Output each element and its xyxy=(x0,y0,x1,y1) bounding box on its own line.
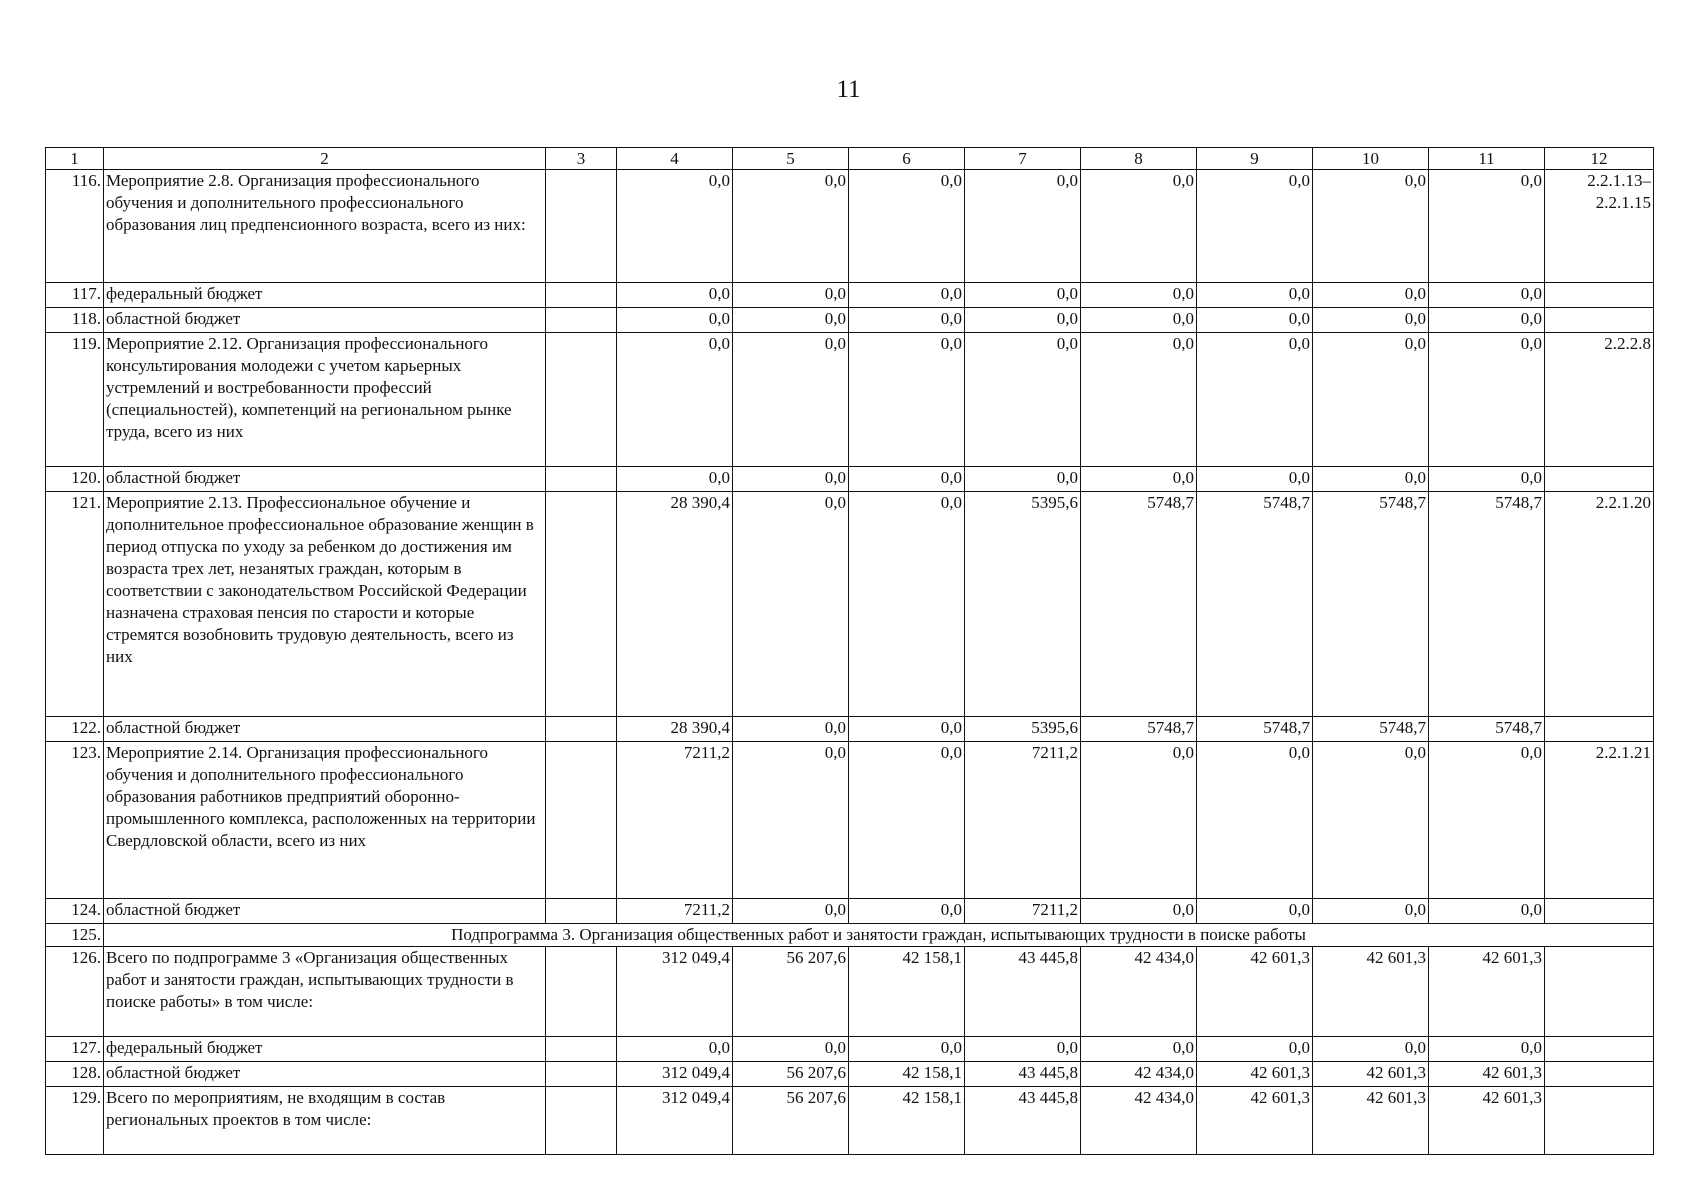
value-cell: 312 049,4 xyxy=(617,1087,733,1155)
value-cell: 0,0 xyxy=(1429,308,1545,333)
value-cell: 0,0 xyxy=(1429,1037,1545,1062)
value-cell: 42 158,1 xyxy=(849,947,965,1037)
value-cell: 0,0 xyxy=(1081,283,1197,308)
value-cell: 0,0 xyxy=(1081,308,1197,333)
value-cell: 0,0 xyxy=(617,283,733,308)
row-col3 xyxy=(546,742,617,899)
value-cell: 43 445,8 xyxy=(965,947,1081,1037)
value-cell: 42 601,3 xyxy=(1313,947,1429,1037)
value-cell: 5748,7 xyxy=(1313,492,1429,717)
row-name: областной бюджет xyxy=(104,1062,546,1087)
header-cell: 5 xyxy=(733,148,849,170)
row-number: 122. xyxy=(46,717,104,742)
value-cell: 0,0 xyxy=(1081,333,1197,467)
header-cell: 6 xyxy=(849,148,965,170)
row-name: областной бюджет xyxy=(104,308,546,333)
value-cell: 0,0 xyxy=(849,717,965,742)
value-cell: 0,0 xyxy=(1197,170,1313,283)
value-cell: 0,0 xyxy=(733,170,849,283)
value-cell: 42 601,3 xyxy=(1197,1062,1313,1087)
header-cell: 8 xyxy=(1081,148,1197,170)
target-cell xyxy=(1545,947,1654,1037)
value-cell: 0,0 xyxy=(1197,1037,1313,1062)
row-number: 118. xyxy=(46,308,104,333)
table-row xyxy=(46,283,1654,308)
value-cell: 42 434,0 xyxy=(1081,947,1197,1037)
value-cell: 0,0 xyxy=(1197,467,1313,492)
value-cell: 0,0 xyxy=(849,1037,965,1062)
row-number: 125. xyxy=(46,924,104,947)
row-name: Мероприятие 2.8. Организация профессионального обучения и дополнительного профессионального образования лиц предпенсионного возраста, всего из них: xyxy=(104,170,546,283)
value-cell: 0,0 xyxy=(1313,283,1429,308)
target-cell xyxy=(1545,467,1654,492)
value-cell: 5748,7 xyxy=(1197,492,1313,717)
value-cell: 28 390,4 xyxy=(617,492,733,717)
header-cell: 11 xyxy=(1429,148,1545,170)
target-cell xyxy=(1545,717,1654,742)
row-name: областной бюджет xyxy=(104,899,546,924)
table-row xyxy=(46,1087,1654,1155)
value-cell: 42 158,1 xyxy=(849,1087,965,1155)
row-col3 xyxy=(546,283,617,308)
value-cell: 0,0 xyxy=(1313,1037,1429,1062)
value-cell: 0,0 xyxy=(1313,742,1429,899)
value-cell: 312 049,4 xyxy=(617,947,733,1037)
table-row xyxy=(46,1037,1654,1062)
value-cell: 5748,7 xyxy=(1081,717,1197,742)
value-cell: 0,0 xyxy=(1313,899,1429,924)
value-cell: 0,0 xyxy=(965,170,1081,283)
value-cell: 0,0 xyxy=(965,333,1081,467)
row-number: 119. xyxy=(46,333,104,467)
table-row xyxy=(46,742,1654,899)
value-cell: 7211,2 xyxy=(617,899,733,924)
table-row xyxy=(46,492,1654,717)
value-cell: 56 207,6 xyxy=(733,1087,849,1155)
value-cell: 0,0 xyxy=(1429,333,1545,467)
target-cell xyxy=(1545,1037,1654,1062)
value-cell: 0,0 xyxy=(1081,170,1197,283)
header-cell: 9 xyxy=(1197,148,1313,170)
value-cell: 42 434,0 xyxy=(1081,1087,1197,1155)
value-cell: 0,0 xyxy=(617,170,733,283)
value-cell: 0,0 xyxy=(1429,899,1545,924)
value-cell: 312 049,4 xyxy=(617,1062,733,1087)
value-cell: 56 207,6 xyxy=(733,1062,849,1087)
table-row xyxy=(46,333,1654,467)
row-number: 121. xyxy=(46,492,104,717)
value-cell: 0,0 xyxy=(1081,467,1197,492)
table-row xyxy=(46,1062,1654,1087)
value-cell: 0,0 xyxy=(1313,333,1429,467)
row-col3 xyxy=(546,1062,617,1087)
target-cell xyxy=(1545,1062,1654,1087)
value-cell: 0,0 xyxy=(849,308,965,333)
table-row xyxy=(46,308,1654,333)
value-cell: 5748,7 xyxy=(1197,717,1313,742)
target-cell: 2.2.1.13– 2.2.1.15 xyxy=(1545,170,1654,283)
value-cell: 5748,7 xyxy=(1313,717,1429,742)
value-cell: 0,0 xyxy=(733,492,849,717)
value-cell: 42 601,3 xyxy=(1313,1087,1429,1155)
value-cell: 5748,7 xyxy=(1429,717,1545,742)
header-row xyxy=(46,148,1654,170)
value-cell: 5748,7 xyxy=(1429,492,1545,717)
value-cell: 0,0 xyxy=(1429,742,1545,899)
row-number: 124. xyxy=(46,899,104,924)
value-cell: 0,0 xyxy=(617,1037,733,1062)
value-cell: 0,0 xyxy=(965,308,1081,333)
row-number: 129. xyxy=(46,1087,104,1155)
row-name: федеральный бюджет xyxy=(104,1037,546,1062)
value-cell: 0,0 xyxy=(1197,899,1313,924)
value-cell: 0,0 xyxy=(733,717,849,742)
value-cell: 7211,2 xyxy=(617,742,733,899)
row-name: Всего по мероприятиям, не входящим в состав региональных проектов в том числе: xyxy=(104,1087,546,1155)
row-col3 xyxy=(546,947,617,1037)
value-cell: 42 601,3 xyxy=(1429,947,1545,1037)
value-cell: 42 601,3 xyxy=(1429,1087,1545,1155)
value-cell: 0,0 xyxy=(849,899,965,924)
value-cell: 0,0 xyxy=(617,308,733,333)
value-cell: 0,0 xyxy=(733,333,849,467)
row-name: Всего по подпрограмме 3 «Организация общественных работ и занятости граждан, испытывающих трудности в поиске работы» в том числе: xyxy=(104,947,546,1037)
row-col3 xyxy=(546,899,617,924)
header-cell: 7 xyxy=(965,148,1081,170)
value-cell: 0,0 xyxy=(849,492,965,717)
value-cell: 42 601,3 xyxy=(1429,1062,1545,1087)
value-cell: 5395,6 xyxy=(965,492,1081,717)
row-number: 126. xyxy=(46,947,104,1037)
row-number: 123. xyxy=(46,742,104,899)
table-row xyxy=(46,170,1654,283)
header-cell: 10 xyxy=(1313,148,1429,170)
row-col3 xyxy=(546,717,617,742)
header-cell: 2 xyxy=(104,148,546,170)
row-col3 xyxy=(546,492,617,717)
value-cell: 0,0 xyxy=(733,467,849,492)
value-cell: 7211,2 xyxy=(965,742,1081,899)
value-cell: 42 601,3 xyxy=(1313,1062,1429,1087)
value-cell: 43 445,8 xyxy=(965,1087,1081,1155)
value-cell: 42 601,3 xyxy=(1197,1087,1313,1155)
value-cell: 0,0 xyxy=(849,283,965,308)
row-col3 xyxy=(546,467,617,492)
row-number: 128. xyxy=(46,1062,104,1087)
row-col3 xyxy=(546,308,617,333)
row-name: областной бюджет xyxy=(104,467,546,492)
value-cell: 0,0 xyxy=(1197,333,1313,467)
header-cell: 12 xyxy=(1545,148,1654,170)
table-row xyxy=(46,467,1654,492)
value-cell: 0,0 xyxy=(849,170,965,283)
value-cell: 56 207,6 xyxy=(733,947,849,1037)
value-cell: 28 390,4 xyxy=(617,717,733,742)
value-cell: 0,0 xyxy=(733,1037,849,1062)
header-cell: 3 xyxy=(546,148,617,170)
target-cell xyxy=(1545,308,1654,333)
header-cell: 4 xyxy=(617,148,733,170)
value-cell: 43 445,8 xyxy=(965,1062,1081,1087)
value-cell: 0,0 xyxy=(1081,899,1197,924)
value-cell: 0,0 xyxy=(965,1037,1081,1062)
value-cell: 0,0 xyxy=(733,308,849,333)
target-cell xyxy=(1545,283,1654,308)
row-col3 xyxy=(546,1087,617,1155)
value-cell: 0,0 xyxy=(733,899,849,924)
value-cell: 5395,6 xyxy=(965,717,1081,742)
value-cell: 0,0 xyxy=(1197,283,1313,308)
value-cell: 0,0 xyxy=(849,467,965,492)
table-row xyxy=(46,717,1654,742)
row-name: федеральный бюджет xyxy=(104,283,546,308)
target-cell xyxy=(1545,899,1654,924)
value-cell: 0,0 xyxy=(1313,467,1429,492)
row-col3 xyxy=(546,333,617,467)
value-cell: 0,0 xyxy=(1197,742,1313,899)
value-cell: 0,0 xyxy=(1429,283,1545,308)
table-row xyxy=(46,899,1654,924)
row-number: 120. xyxy=(46,467,104,492)
value-cell: 0,0 xyxy=(1081,742,1197,899)
target-cell: 2.2.1.20 xyxy=(1545,492,1654,717)
value-cell: 42 601,3 xyxy=(1197,947,1313,1037)
row-col3 xyxy=(546,170,617,283)
value-cell: 0,0 xyxy=(733,742,849,899)
table-row xyxy=(46,947,1654,1037)
value-cell: 0,0 xyxy=(617,467,733,492)
value-cell: 0,0 xyxy=(965,467,1081,492)
value-cell: 0,0 xyxy=(1429,170,1545,283)
value-cell: 42 158,1 xyxy=(849,1062,965,1087)
row-col3 xyxy=(546,1037,617,1062)
value-cell: 0,0 xyxy=(849,333,965,467)
value-cell: 42 434,0 xyxy=(1081,1062,1197,1087)
row-number: 116. xyxy=(46,170,104,283)
target-cell xyxy=(1545,1087,1654,1155)
value-cell: 0,0 xyxy=(1313,170,1429,283)
value-cell: 0,0 xyxy=(733,283,849,308)
value-cell: 0,0 xyxy=(1429,467,1545,492)
row-number: 127. xyxy=(46,1037,104,1062)
value-cell: 0,0 xyxy=(965,283,1081,308)
value-cell: 0,0 xyxy=(1313,308,1429,333)
section-row xyxy=(46,924,1654,947)
section-title: Подпрограмма 3. Организация общественных работ и занятости граждан, испытывающих трудности в поиске работы xyxy=(104,924,1654,947)
row-name: Мероприятие 2.13. Профессиональное обучение и дополнительное профессиональное образование женщин в период отпуска по уходу за ребенком до достижения им возраста трех лет, незанятых граждан, которым в соответствии с законодательством Российской Федерации назначена страховая пенсия по старости и которые стремятся возобновить трудовую деятельность, всего из них xyxy=(104,492,546,717)
row-name: областной бюджет xyxy=(104,717,546,742)
value-cell: 5748,7 xyxy=(1081,492,1197,717)
row-name: Мероприятие 2.14. Организация профессионального обучения и дополнительного профессионального образования работников предприятий оборонно-промышленного комплекса, расположенных на территории Свердловской области, всего из них xyxy=(104,742,546,899)
target-cell: 2.2.2.8 xyxy=(1545,333,1654,467)
row-name: Мероприятие 2.12. Организация профессионального консультирования молодежи с учетом карьерных устремлений и востребованности профессий (специальностей), компетенций на региональном рынке труда, всего из них xyxy=(104,333,546,467)
row-number: 117. xyxy=(46,283,104,308)
header-cell: 1 xyxy=(46,148,104,170)
target-cell: 2.2.1.21 xyxy=(1545,742,1654,899)
value-cell: 0,0 xyxy=(849,742,965,899)
value-cell: 0,0 xyxy=(1197,308,1313,333)
value-cell: 7211,2 xyxy=(965,899,1081,924)
value-cell: 0,0 xyxy=(617,333,733,467)
value-cell: 0,0 xyxy=(1081,1037,1197,1062)
page-number: 11 xyxy=(836,76,861,103)
budget-table xyxy=(45,147,1654,1155)
